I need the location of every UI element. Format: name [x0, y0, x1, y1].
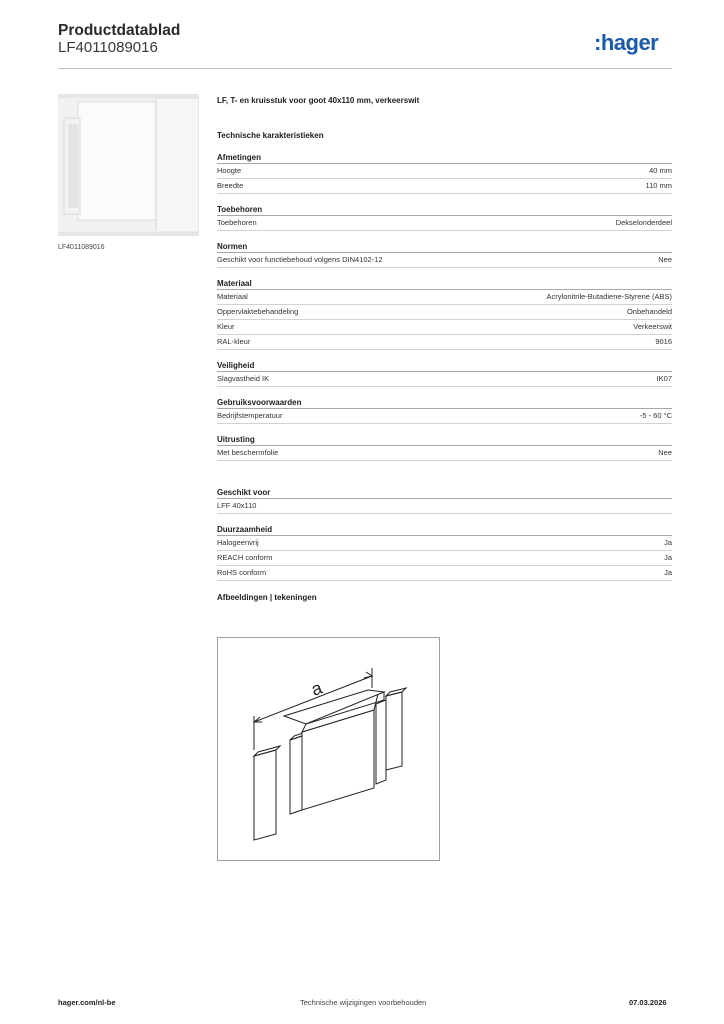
spec-row: [217, 164, 672, 179]
spec-row: [217, 536, 672, 551]
spec-label: Slagvastheid IK: [217, 374, 270, 383]
spec-value: 110 mm: [645, 181, 672, 190]
spec-section: [217, 397, 672, 424]
brand-logo: :hager: [594, 30, 659, 55]
spec-row: [217, 320, 672, 335]
spec-sections: [217, 152, 672, 581]
spec-section: [217, 434, 672, 461]
spec-label: Halogeenvrij: [217, 538, 259, 547]
spec-label: Bedrijfstemperatuur: [217, 411, 283, 420]
spec-section: [217, 152, 672, 194]
spec-section: [217, 360, 672, 387]
t-piece-drawing: [218, 638, 439, 860]
spec-section-title: Afmetingen: [217, 152, 672, 164]
spec-value: 9016: [655, 337, 672, 346]
spec-label: Hoogte: [217, 166, 242, 175]
spec-section: [217, 241, 672, 268]
spec-label: Breedte: [217, 181, 244, 190]
section-intro: Technische karakteristieken: [217, 131, 324, 140]
spec-value: 40 mm: [649, 166, 672, 175]
spec-section-title: Uitrusting: [217, 434, 672, 446]
spec-label: REACH conform: [217, 553, 273, 562]
spec-section: [217, 487, 672, 514]
spec-section: [217, 278, 672, 350]
footer-website[interactable]: hager.com/nl-be: [58, 998, 116, 1007]
spec-section-title: Veiligheid: [217, 360, 672, 372]
spec-row: [217, 216, 672, 231]
spec-row: [217, 305, 672, 320]
spec-row: [217, 253, 672, 268]
spec-label: Kleur: [217, 322, 235, 331]
spec-value: Nee: [658, 255, 672, 264]
header-divider: [58, 68, 672, 69]
spec-label: Met beschermfolie: [217, 448, 279, 457]
spec-row: [217, 446, 672, 461]
spec-label: Geschikt voor functiebehoud volgens DIN4102-12: [217, 255, 383, 264]
technical-drawing: [217, 637, 440, 861]
spec-value: Acrylonitrile-Butadiene-Styrene (ABS): [546, 292, 672, 301]
spec-label: Oppervlaktebehandeling: [217, 307, 299, 316]
spec-value: Nee: [658, 448, 672, 457]
document-title: Productdatablad: [58, 22, 181, 39]
drawings-title: Afbeeldingen | tekeningen: [217, 593, 317, 602]
spec-value: Dekselonderdeel: [615, 218, 672, 227]
footer-date: 07.03.2026: [629, 998, 667, 1007]
product-name: LF, T- en kruisstuk voor goot 40x110 mm, verkeerswit: [217, 96, 420, 105]
spec-section-title: Geschikt voor: [217, 487, 672, 499]
spec-row: [217, 335, 672, 350]
spec-label: LFF 40x110: [217, 501, 257, 510]
spec-section-title: Materiaal: [217, 278, 672, 290]
spec-label: Toebehoren: [217, 218, 257, 227]
spec-section-title: Normen: [217, 241, 672, 253]
brand-name: hager: [600, 30, 659, 55]
product-photo: [58, 94, 199, 236]
spec-section-title: Gebruiksvoorwaarden: [217, 397, 672, 409]
spec-value: Ja: [664, 568, 672, 577]
spec-value: Verkeerswit: [633, 322, 672, 331]
section-spacer: [217, 471, 672, 487]
footer-note: Technische wijzigingen voorbehouden: [300, 998, 427, 1007]
drawings-section: [217, 593, 672, 602]
spec-section: [217, 524, 672, 581]
spec-value: Onbehandeld: [626, 307, 672, 316]
spec-row: [217, 551, 672, 566]
spec-value: Ja: [664, 553, 672, 562]
spec-value: Ja: [664, 538, 672, 547]
spec-label: RAL-kleur: [217, 337, 251, 346]
spec-content: [217, 96, 672, 612]
spec-row: [217, 499, 672, 514]
image-caption: LF4011089016: [58, 244, 105, 251]
spec-label: RoHS conform: [217, 568, 267, 577]
spec-row: [217, 290, 672, 305]
spec-section: [217, 204, 672, 231]
spec-row: [217, 372, 672, 387]
product-photo-graphic: [58, 94, 199, 236]
spec-row: [217, 179, 672, 194]
spec-section-title: Toebehoren: [217, 204, 672, 216]
spec-value: IK07: [656, 374, 672, 383]
spec-section-title: Duurzaamheid: [217, 524, 672, 536]
spec-value: -5 - 60 °C: [639, 411, 672, 420]
spec-label: Materiaal: [217, 292, 248, 301]
dimension-label: a: [308, 677, 325, 700]
product-code: LF4011089016: [58, 39, 158, 56]
spec-row: [217, 409, 672, 424]
spec-row: [217, 566, 672, 581]
